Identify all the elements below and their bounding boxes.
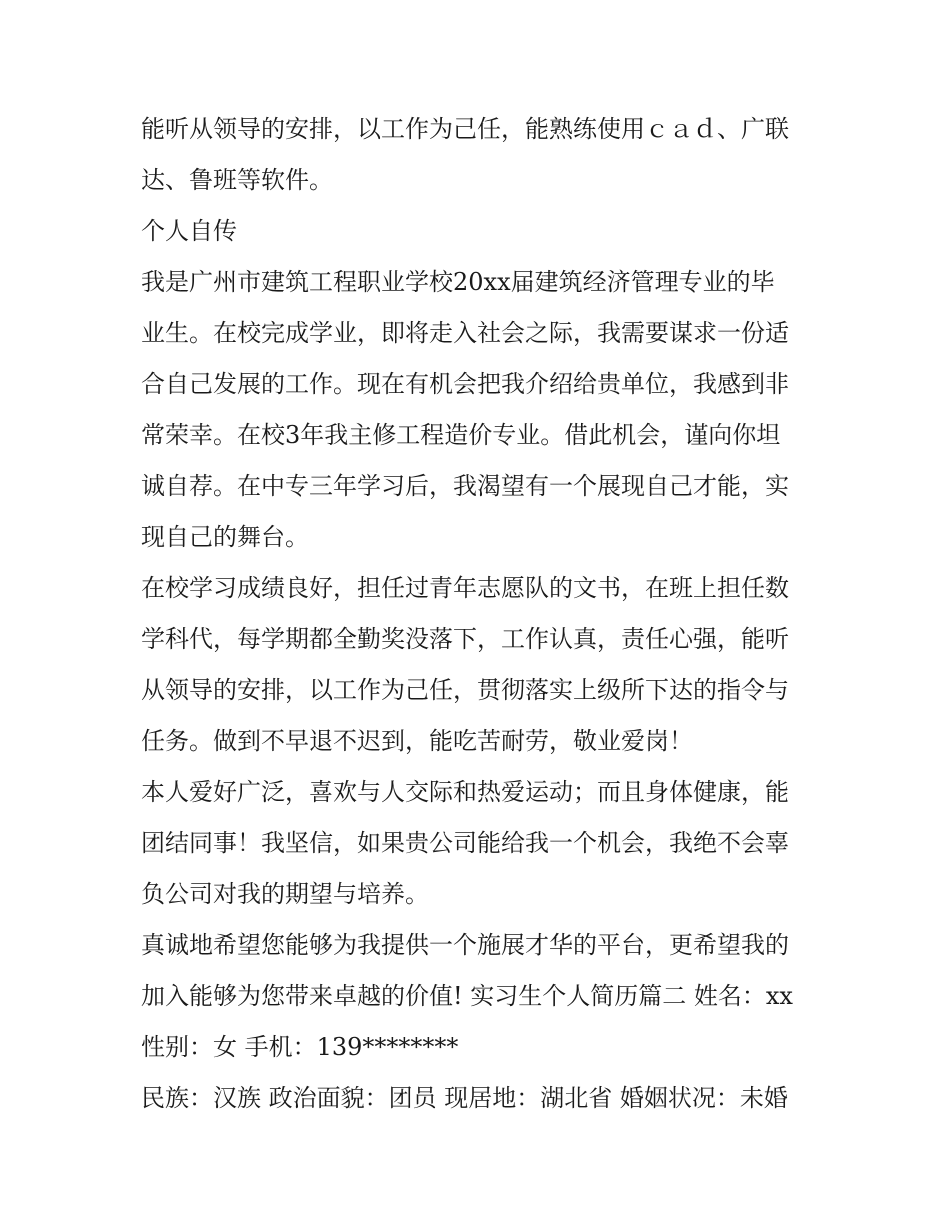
text-line: 合自己发展的工作。现在有机会把我介绍给贵单位，我感到非 [141,370,789,398]
text-line: 我是广州市建筑工程职业学校20xx届建筑经济管理专业的毕 [141,268,775,296]
document-body [141,104,813,1124]
text-line: 性别：女 手机：139******** [141,1033,459,1061]
text-line: 学科代，每学期都全勤奖没落下，工作认真，责任心强，能听 [141,625,789,653]
text-line: 本人爱好广泛，喜欢与人交际和热爱运动；而且身体健康，能 [141,778,789,806]
text-line: 现自己的舞台。 [141,523,309,551]
text-line: 常荣幸。在校3年我主修工程造价专业。借此机会，谨向你坦 [141,421,781,449]
text-line: 达、鲁班等软件。 [141,166,333,194]
section-heading: 个人自传 [141,217,237,245]
text-line: 任务。做到不早退不迟到，能吃苦耐劳，敬业爱岗！ [141,727,693,755]
text-line: 在校学习成绩良好，担任过青年志愿队的文书，在班上担任数 [141,574,789,602]
text-line: 负公司对我的期望与培养。 [141,880,429,908]
text-line: 能听从领导的安排，以工作为己任，能熟练使用ｃａｄ、广联 [141,115,789,143]
text-line: 诚自荐。在中专三年学习后，我渴望有一个展现自己才能，实 [141,472,789,500]
text-line: 真诚地希望您能够为我提供一个施展才华的平台，更希望我的 [141,931,789,959]
text-line: 团结同事！我坚信，如果贵公司能给我一个机会，我绝不会辜 [141,829,789,857]
text-line: 加入能够为您带来卓越的价值! 实习生个人简历篇二 姓名：xx [141,982,793,1010]
text-line: 民族：汉族 政治面貌：团员 现居地：湖北省 婚姻状况：未婚 [141,1084,788,1112]
text-line: 业生。在校完成学业，即将走入社会之际，我需要谋求一份适 [141,319,789,347]
text-line: 从领导的安排，以工作为己任，贯彻落实上级所下达的指令与 [141,676,789,704]
